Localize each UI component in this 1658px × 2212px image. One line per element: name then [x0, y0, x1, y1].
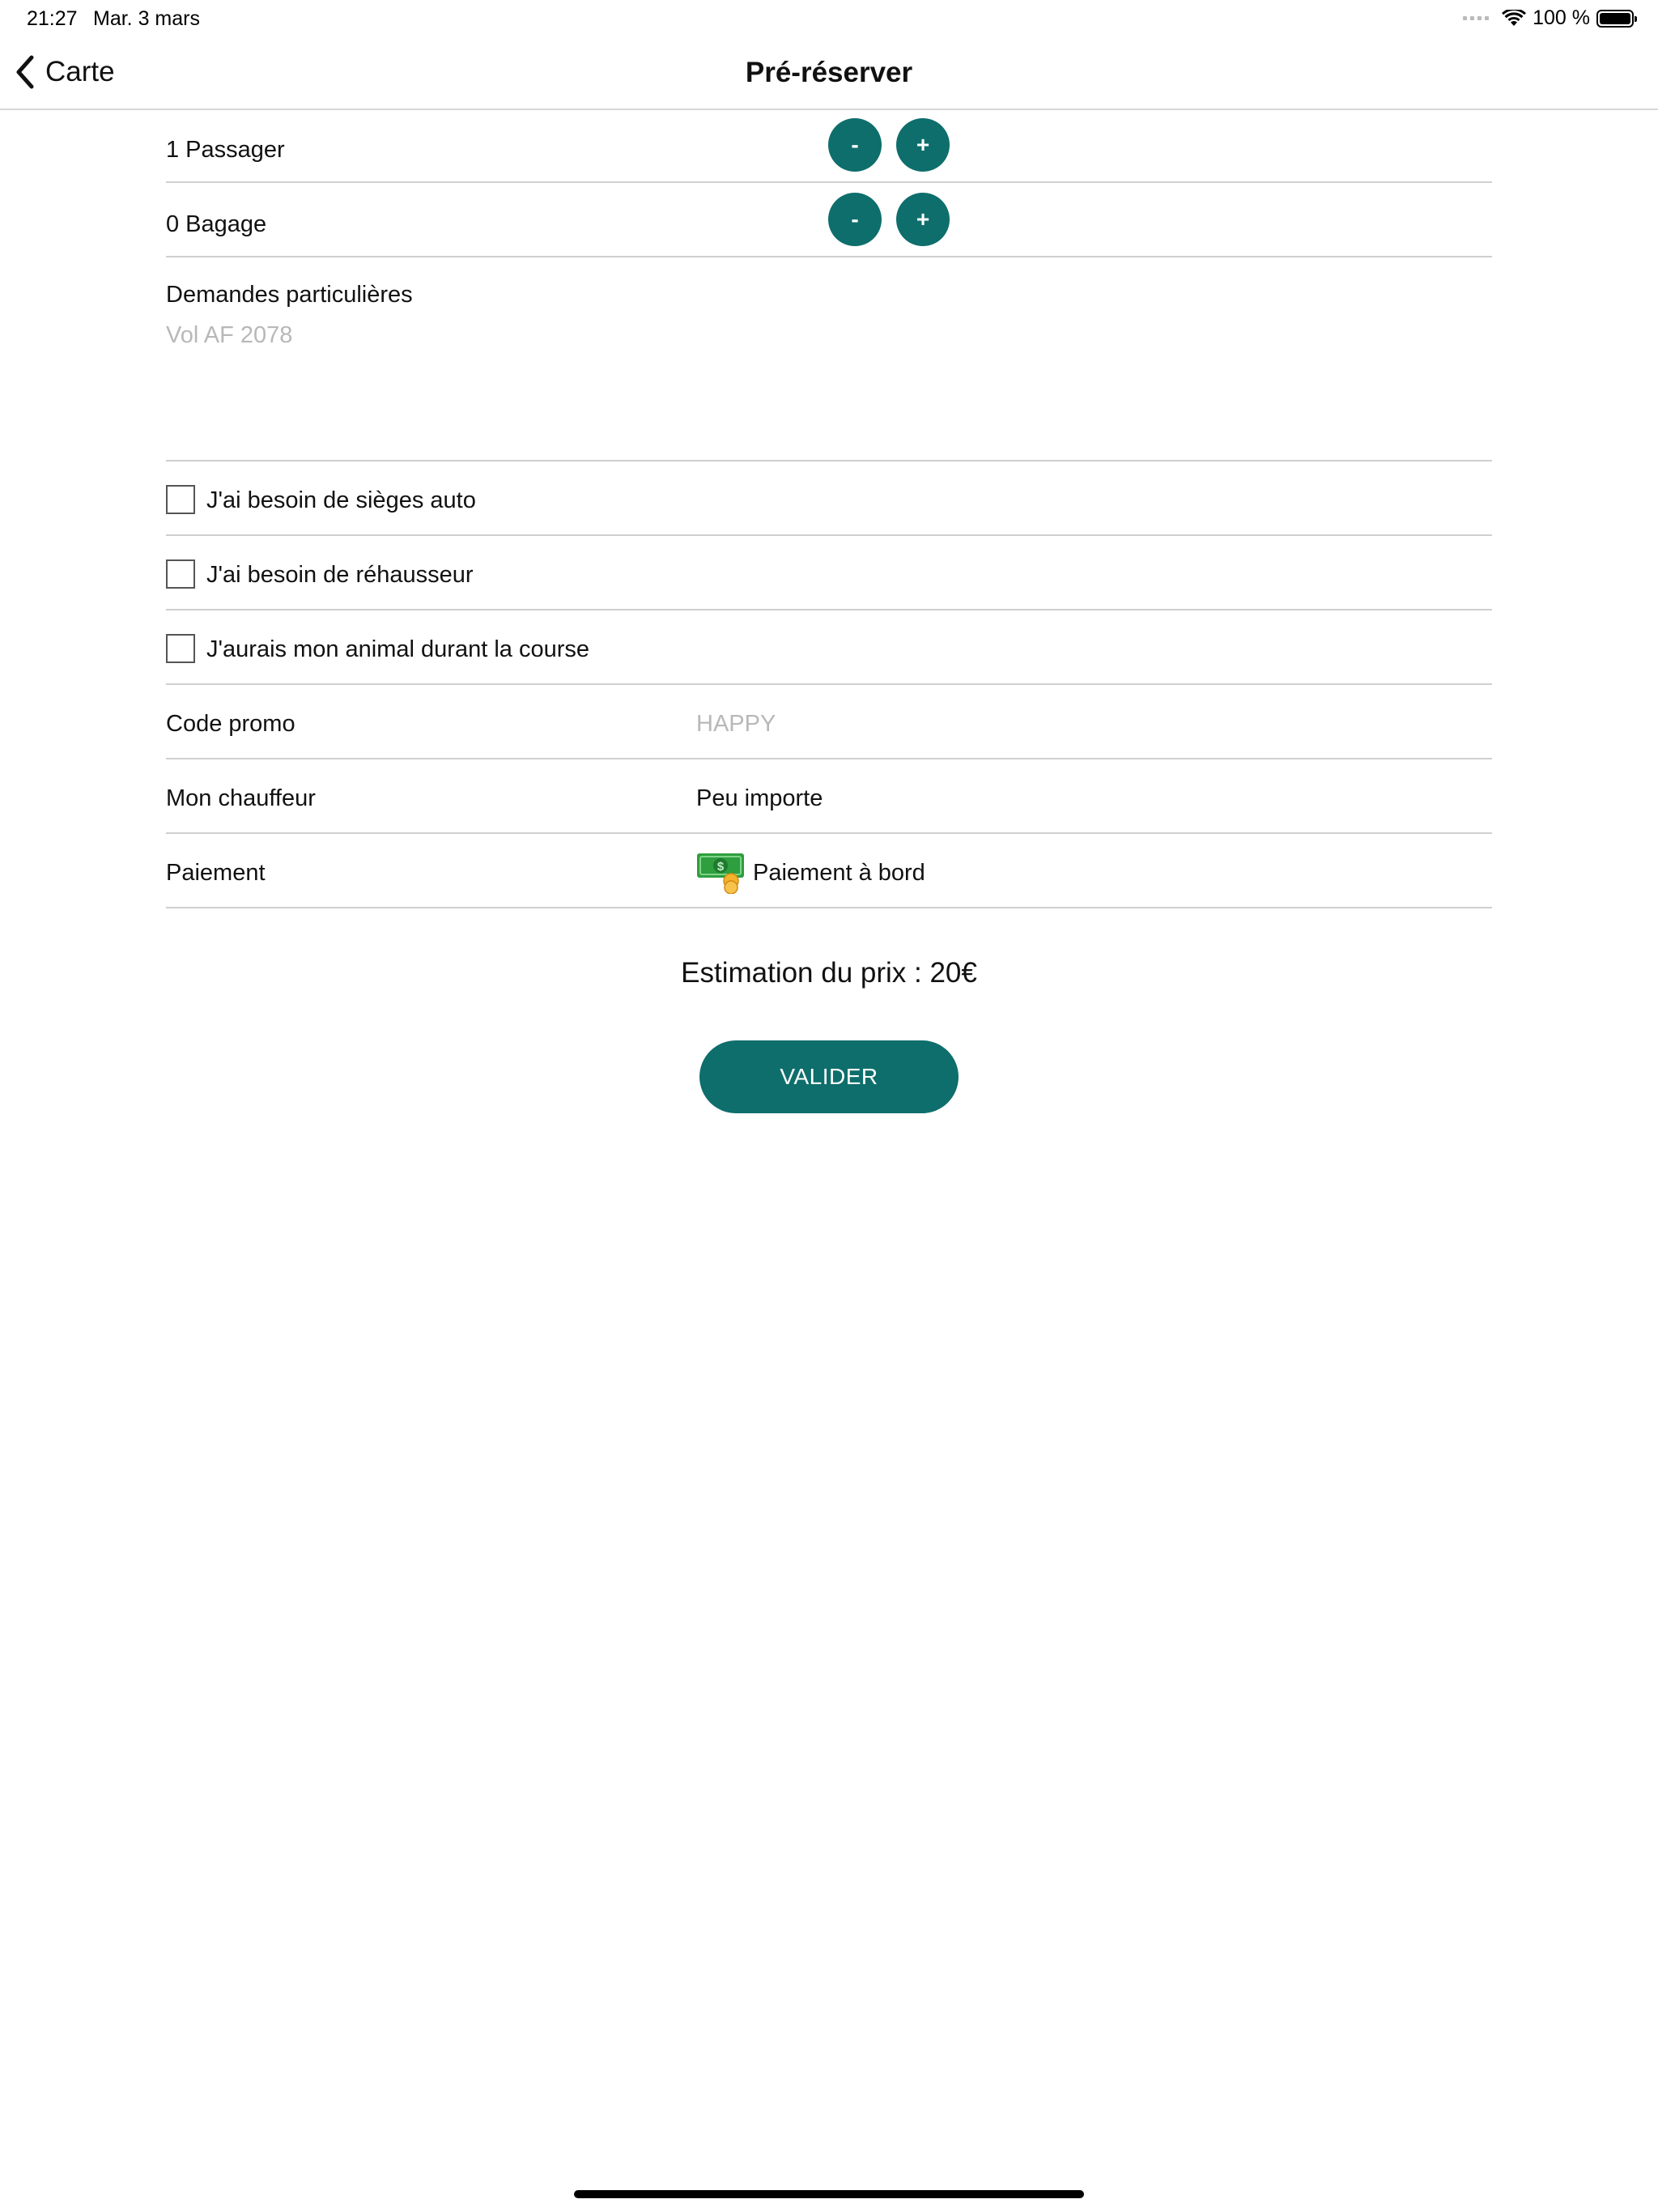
option-label: J'ai besoin de réhausseur [206, 562, 474, 588]
luggage-plus-button[interactable]: + [896, 193, 950, 246]
passengers-minus-button[interactable]: - [828, 118, 882, 172]
wifi-icon [1502, 10, 1526, 28]
passengers-label: 1 Passager [166, 137, 285, 163]
nav-bar [0, 39, 1658, 110]
promo-input[interactable]: HAPPY [696, 711, 776, 737]
option-label: J'aurais mon animal durant la course [206, 636, 589, 662]
luggage-label: 0 Bagage [166, 211, 267, 237]
booking-form [166, 108, 1492, 908]
status-bar [0, 0, 1658, 39]
status-date: Mar. 3 mars [93, 7, 200, 30]
option-row[interactable] [166, 610, 1492, 685]
battery-icon [1596, 10, 1634, 28]
promo-row [166, 685, 1492, 759]
requests-label: Demandes particulières [166, 282, 413, 308]
passengers-plus-button[interactable]: + [896, 118, 950, 172]
option-label: J'ai besoin de sièges auto [206, 487, 476, 513]
luggage-row [166, 183, 1492, 257]
option-row[interactable] [166, 462, 1492, 536]
page-title: Pré-réserver [745, 57, 913, 88]
driver-row[interactable] [166, 759, 1492, 834]
svg-text:$: $ [716, 860, 725, 874]
checkbox[interactable] [166, 559, 195, 589]
driver-label: Mon chauffeur [166, 785, 316, 811]
status-indicators [1463, 6, 1634, 30]
validate-button[interactable]: VALIDER [699, 1040, 959, 1113]
promo-label: Code promo [166, 711, 295, 737]
option-row[interactable] [166, 536, 1492, 610]
driver-value[interactable]: Peu importe [696, 785, 823, 811]
payment-row[interactable] [166, 834, 1492, 908]
status-time: 21:27 [27, 7, 78, 30]
battery-percent: 100 % [1533, 6, 1590, 29]
checkbox[interactable] [166, 485, 195, 514]
payment-value[interactable]: Paiement à bord [753, 860, 925, 886]
passengers-row [166, 108, 1492, 183]
payment-label: Paiement [166, 860, 266, 886]
requests-block [166, 257, 1492, 462]
back-label: Carte [45, 56, 115, 87]
luggage-minus-button[interactable]: - [828, 193, 882, 246]
checkbox[interactable] [166, 634, 195, 663]
cellular-icon [1463, 16, 1489, 20]
requests-input[interactable] [166, 322, 1492, 444]
price-estimate: Estimation du prix : 20€ [681, 957, 977, 989]
home-indicator[interactable] [574, 2190, 1084, 2198]
cash-icon [696, 850, 746, 894]
